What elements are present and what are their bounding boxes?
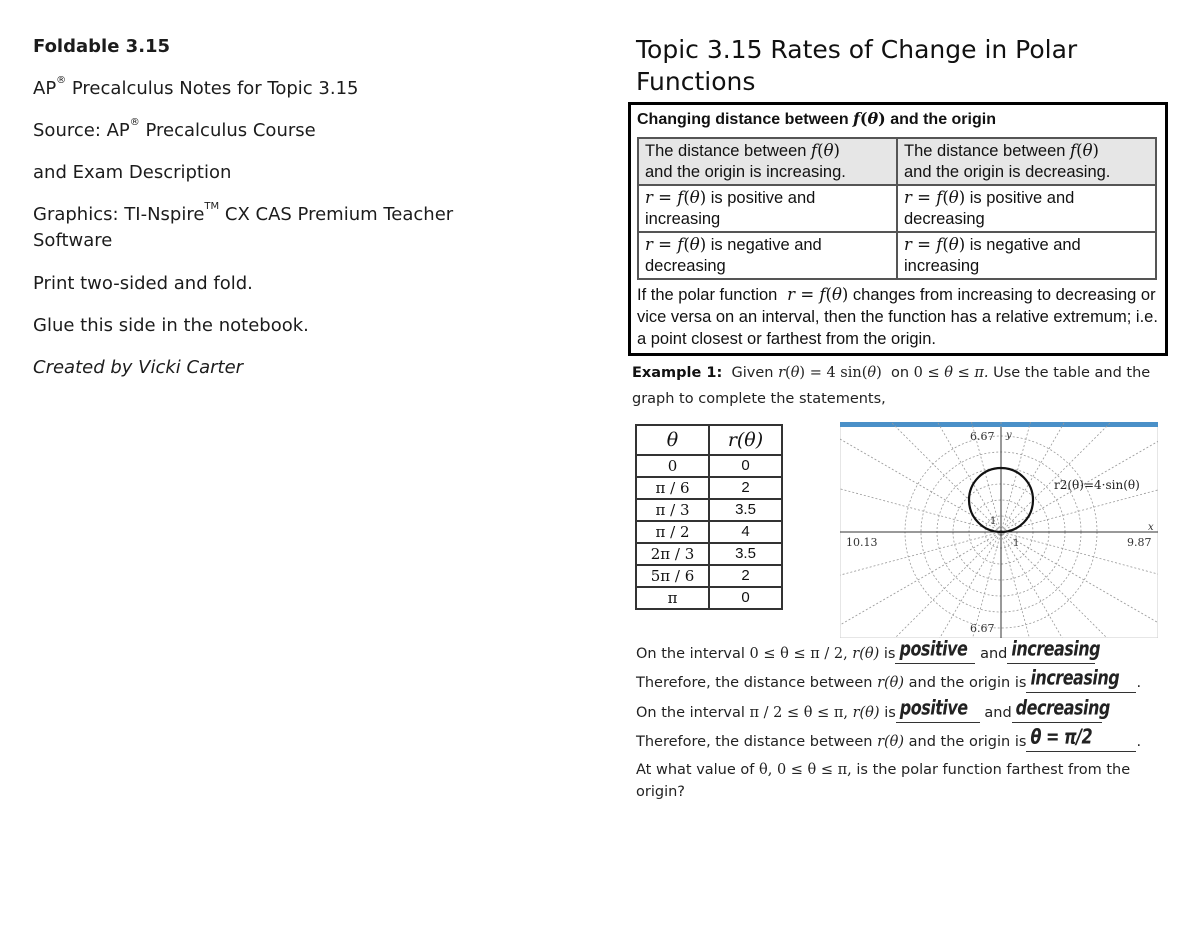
function-label: r2(θ)=4·sin(θ)	[1054, 478, 1140, 492]
x-min-label: 10.13	[846, 536, 878, 549]
y-max-label: 6.67	[970, 430, 995, 443]
question-1: On the interval 0 ≤ θ ≤ π / 2, r(θ) is positive and increasing	[636, 636, 1101, 662]
right-panel	[628, 34, 1172, 412]
x-max-label: 9.87	[1127, 536, 1152, 549]
table-row: π / 2 4	[636, 521, 782, 543]
negative-increasing-cell: r = f(θ) is negative and increasing	[897, 232, 1156, 279]
question-2: Therefore, the distance between r(θ) and the origin is increasing .	[636, 665, 1142, 691]
answer-blank[interactable]: positive	[896, 704, 980, 723]
one-label-x: 1	[1013, 538, 1020, 549]
increasing-header: The distance between f(θ) and the origin is increasing.	[638, 138, 897, 185]
r-theta-header: r(θ)	[709, 425, 782, 455]
distance-summary-box	[628, 102, 1168, 356]
notes-line: AP® Precalculus Notes for Topic 3.15	[33, 75, 359, 100]
glue-line: Glue this side in the notebook.	[33, 314, 309, 336]
extremum-note: If the polar function r = f(θ) changes from increasing to decreasing or vice versa on an interval, then the function has a relative extremum; i.e. a point closest or farthest from the origin.	[637, 285, 1158, 348]
positive-increasing-cell: r = f(θ) is positive and increasing	[638, 185, 897, 232]
negative-decreasing-cell: r = f(θ) is negative and decreasing	[638, 232, 897, 279]
question-3: On the interval π / 2 ≤ θ ≤ π, r(θ) is positive and decreasing	[636, 695, 1110, 721]
answer-blank[interactable]: θ = π/2	[1026, 733, 1136, 752]
distance-table	[637, 137, 1157, 280]
y-min-label: 6.67	[970, 622, 995, 635]
print-line: Print two-sided and fold.	[33, 272, 253, 294]
table-row: π / 3 3.5	[636, 499, 782, 521]
topic-title: Topic 3.15 Rates of Change in Polar Functions	[636, 35, 1078, 96]
question-5: At what value of θ, 0 ≤ θ ≤ π, is the polar function farthest from the origin?	[636, 762, 1131, 800]
example-1: Example 1: Given r(θ) = 4 sin(θ) on 0 ≤ θ ≤ π. Use the table and the graph to complete the statements,	[632, 365, 1151, 407]
question-4: Therefore, the distance between r(θ) and the origin is θ = π/2 .	[636, 724, 1142, 750]
answer-blank[interactable]: increasing	[1026, 674, 1136, 693]
foldable-title: Foldable 3.15	[33, 36, 171, 57]
author-line: Created by Vicki Carter	[33, 356, 244, 378]
theta-header: θ	[636, 425, 709, 455]
answer-blank[interactable]: increasing	[1007, 645, 1095, 664]
polar-graph	[840, 422, 1158, 638]
table-row: 0 0	[636, 455, 782, 477]
source-line: Source: AP® Precalculus Course	[33, 117, 316, 142]
table-row: π / 6 2	[636, 477, 782, 499]
theta-r-table	[635, 424, 783, 610]
box-heading: Changing distance between f(θ) and the origin	[637, 109, 996, 128]
positive-decreasing-cell: r = f(θ) is positive and decreasing	[897, 185, 1156, 232]
decreasing-header: The distance between f(θ) and the origin is decreasing.	[897, 138, 1156, 185]
left-panel	[33, 34, 503, 397]
x-axis-label: x	[1148, 522, 1154, 533]
table-row: 2π / 3 3.5	[636, 543, 782, 565]
source-line-2: and Exam Description	[33, 162, 232, 184]
one-label-y: 1	[990, 516, 997, 527]
table-row: 5π / 6 2	[636, 565, 782, 587]
y-axis-label: y	[1006, 430, 1012, 441]
graphics-line: Graphics: TI-Nspire™ CX CAS Premium Teacher Software	[33, 201, 454, 252]
table-row: π 0	[636, 587, 782, 609]
answer-blank[interactable]: positive	[895, 645, 975, 664]
answer-blank[interactable]: decreasing	[1012, 704, 1102, 723]
